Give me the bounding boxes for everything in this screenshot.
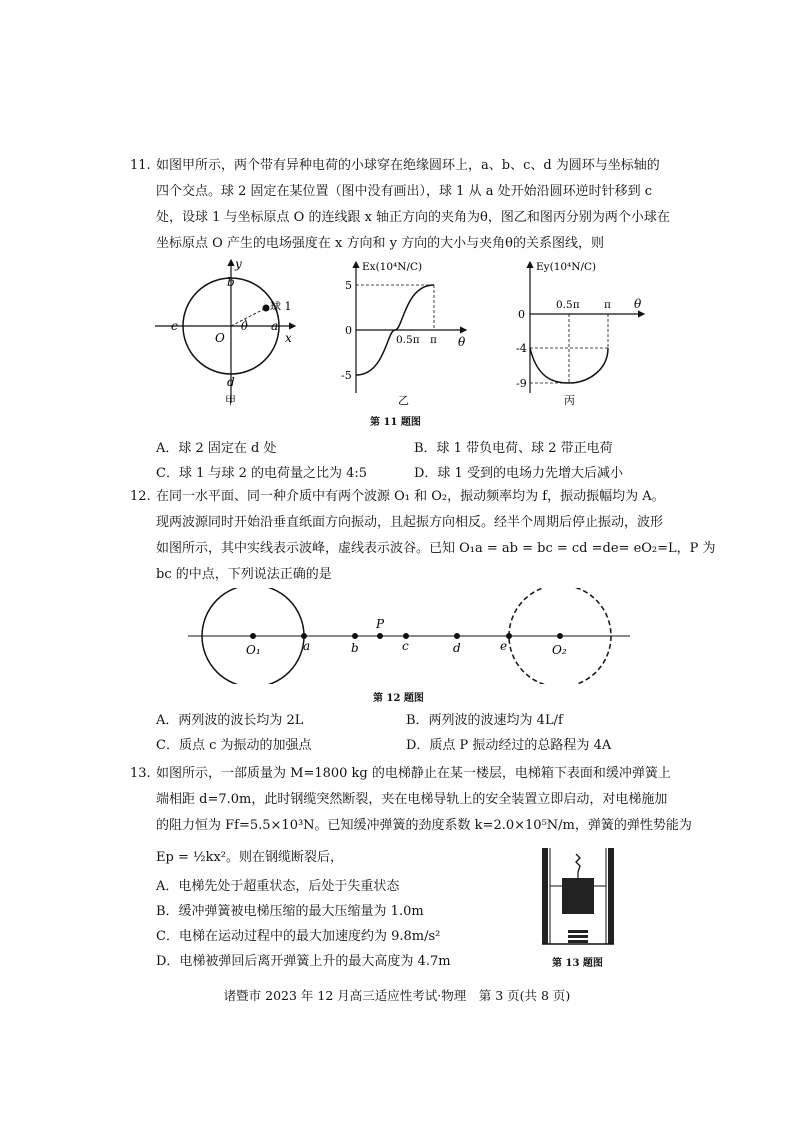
q12-option-b[interactable]: B．两列波的波速均为 4L/f (406, 713, 563, 728)
tick-half-pi: 0.5π (556, 299, 580, 311)
q13-option-b[interactable]: B．缓冲弹簧被电梯压缩的最大压缩量为 1.0m (156, 904, 424, 919)
q13-option-d[interactable]: D．电梯被弹回后离开弹簧上升的最大高度为 4.7m (156, 954, 451, 969)
figure-11-caption: 第 11 题图 (370, 417, 421, 428)
ex-axis-label: Ex(10⁴N/C) (362, 261, 423, 273)
tick-minus-9: -9 (516, 377, 527, 390)
point-c-label: c (171, 319, 178, 333)
y-axis-label: y (235, 258, 242, 271)
q11-line-1: 如图甲所示，两个带有异种电荷的小球穿在绝缘圆环上，a、b、c、d 为圆环与坐标轴的 (156, 158, 660, 173)
figure-bing (508, 258, 658, 408)
tick-pi: π (604, 299, 611, 311)
q11-line-3: 处，设球 1 与坐标原点 O 的连线跟 x 轴正方向的夹角为θ，图乙和图丙分别为两个小球在 (156, 210, 670, 225)
point-d-label: d (453, 641, 461, 655)
point-b-label: b (227, 275, 235, 289)
figure-12-caption: 第 12 题图 (373, 693, 424, 704)
q12-line-3: 如图所示，其中实线表示波峰，虚线表示波谷。已知 O₁a = ab = bc = cd =de= eO₂=L，P 为 (156, 541, 716, 556)
figure-yi (330, 258, 480, 408)
ball-1-label: 球 1 (270, 300, 292, 313)
q11-option-c[interactable]: C．球 1 与球 2 的电荷量之比为 4:5 (156, 466, 368, 481)
point-b-label: b (351, 641, 359, 655)
q11-option-a[interactable]: A．球 2 固定在 d 处 (156, 441, 277, 456)
question-12-number: 12. (130, 489, 151, 504)
theta-axis-label: θ (634, 297, 642, 311)
q13-line-1: 如图所示，一部质量为 M=1800 kg 的电梯静止在某一楼层，电梯箱下表面和缓冲弹簧上 (156, 766, 671, 781)
tick-0: 0 (518, 308, 525, 321)
q12-option-a[interactable]: A．两列波的波长均为 2L (156, 713, 304, 728)
origin-label: O (215, 331, 225, 345)
q11-option-b[interactable]: B．球 1 带负电荷、球 2 带正电荷 (414, 441, 613, 456)
point-a-label: a (303, 639, 311, 653)
tick-pi: π (430, 334, 437, 346)
tick-minus-4: -4 (516, 342, 527, 355)
o1-label: O₁ (246, 643, 261, 657)
tick-5: 5 (345, 279, 352, 292)
q13-option-a[interactable]: A．电梯先处于超重状态，后处于失重状态 (156, 879, 400, 894)
figure-jia (155, 258, 305, 408)
q11-line-2: 四个交点。球 2 固定在某位置（图中没有画出），球 1 从 a 处开始沿圆环逆时针移到 c (156, 184, 653, 199)
point-e-label: e (500, 639, 508, 653)
ey-axis-label: Ey(10⁴N/C) (536, 261, 597, 273)
theta-axis-label: θ (458, 335, 466, 349)
q11-line-4: 坐标原点 O 产生的电场强度在 x 方向和 y 方向的大小与夹角θ的关系图线，则 (156, 236, 604, 251)
theta-label: θ (241, 320, 248, 333)
question-11-number: 11. (130, 158, 151, 173)
figure-bing-label: 丙 (564, 394, 575, 407)
question-13-number: 13. (130, 766, 151, 781)
q13-formula: Ep = ½kx²。则在钢缆断裂后， (156, 850, 343, 865)
tick-0: 0 (345, 324, 352, 337)
q12-option-c[interactable]: C．质点 c 为振动的加强点 (156, 738, 312, 753)
q13-line-3: 的阻力恒为 Ff=5.5×10³N。已知缓冲弹簧的劲度系数 k=2.0×10⁵N/m，弹簧的弹性势能为 (156, 818, 692, 833)
figure-jia-label: 甲 (225, 394, 236, 407)
tick-minus-5: -5 (341, 369, 352, 382)
tick-half-pi: 0.5π (396, 334, 420, 346)
q13-option-c[interactable]: C．电梯在运动过程中的最大加速度约为 9.8m/s² (156, 929, 441, 944)
q12-option-d[interactable]: D．质点 P 振动经过的总路程为 4A (406, 738, 612, 753)
q12-line-1: 在同一水平面、同一种介质中有两个波源 O₁ 和 O₂，振动频率均为 f，振动振幅均为 A。 (156, 489, 665, 504)
figure-12 (180, 588, 640, 684)
point-a-label: a (271, 319, 279, 333)
q11-option-d[interactable]: D．球 1 受到的电场力先增大后减小 (414, 466, 623, 481)
q12-line-4: bc 的中点，下列说法正确的是 (156, 567, 332, 582)
figure-13-caption: 第 13 题图 (552, 958, 603, 969)
figure-13-elevator (538, 846, 620, 948)
q12-line-2: 现两波源同时开始沿垂直纸面方向振动，且起振方向相反。经半个周期后停止振动，波形 (156, 515, 664, 530)
q13-line-2: 端相距 d=7.0m，此时钢缆突然断裂，夹在电梯导轨上的安全装置立即启动，对电梯施加 (156, 792, 668, 807)
o2-label: O₂ (552, 643, 567, 657)
x-axis-label: x (285, 331, 292, 345)
point-d-label: d (227, 375, 235, 389)
figure-yi-label: 乙 (398, 394, 409, 407)
page-footer: 诸暨市 2023 年 12 月高三适应性考试·物理 第 3 页(共 8 页) (223, 988, 571, 1003)
point-p-label: P (376, 617, 385, 631)
point-c-label: c (402, 639, 409, 653)
